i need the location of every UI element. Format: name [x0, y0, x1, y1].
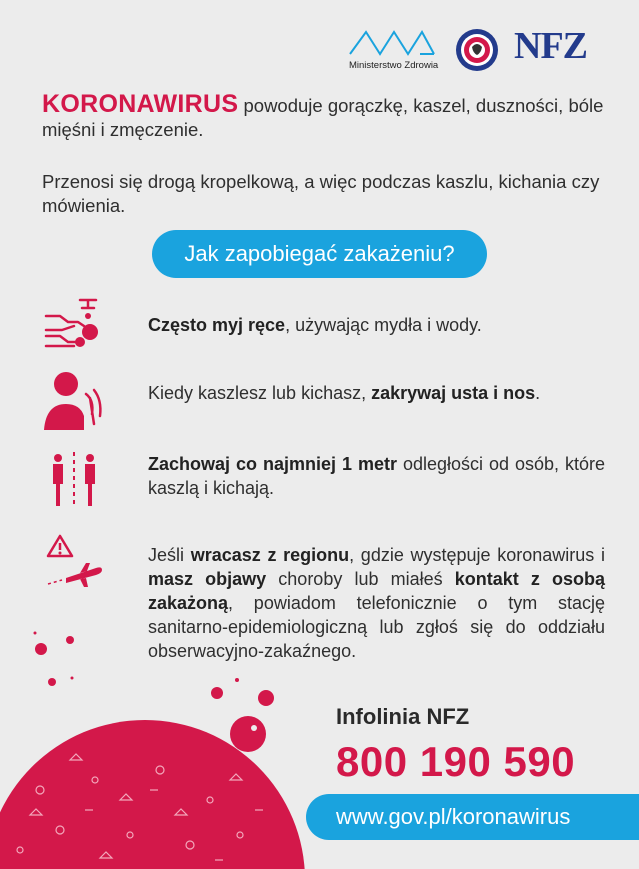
tip-keep-distance: Zachowaj co najmniej 1 metr odległości od osób, które kaszlą i kichają. — [148, 454, 605, 498]
hotline-label: Infolinia NFZ — [336, 704, 470, 729]
tip-cover-mouth: Kiedy kaszlesz lub kichasz, zakrywaj usta i nos. — [148, 383, 541, 403]
website-link[interactable]: www.gov.pl/koronawirus — [306, 794, 639, 840]
distance-icon — [48, 450, 112, 514]
travel-warning-icon — [44, 534, 108, 598]
hotline-number[interactable]: 800 190 590 — [336, 738, 576, 785]
keyword-koronawirus: KORONAWIRUS — [42, 90, 239, 118]
intro-paragraph — [42, 92, 607, 142]
nfz-logo: NFZ — [514, 25, 587, 67]
sanepid-emblem-icon — [455, 28, 499, 72]
tip-travel-symptoms: Jeśli wracasz z regionu, gdzie występuje koronawirus i masz objawy choroby lub miałeś kontakt z osobą zakażoną, powiadom telefonicznie o tym stację sanitarno-epidemiologiczną lub zgłoś się do oddziału obserwacyjno-zakaźnego. — [148, 545, 605, 661]
symptoms-text: powoduje gorączkę, kaszel, duszności, bóle mięśni i zmęczenie. — [42, 95, 604, 140]
transmission-text: Przenosi się drogą kropelkową, a więc podczas kaszlu, kichania czy mówienia. — [42, 171, 600, 216]
ministry-label: Ministerstwo Zdrowia — [349, 60, 439, 71]
prevention-title: Jak zapobiegać zakażeniu? — [152, 230, 487, 278]
tip-wash-hands: Często myj ręce, używając mydła i wody. — [148, 315, 482, 335]
hand-washing-icon — [42, 294, 106, 358]
cough-cover-icon — [42, 368, 106, 432]
